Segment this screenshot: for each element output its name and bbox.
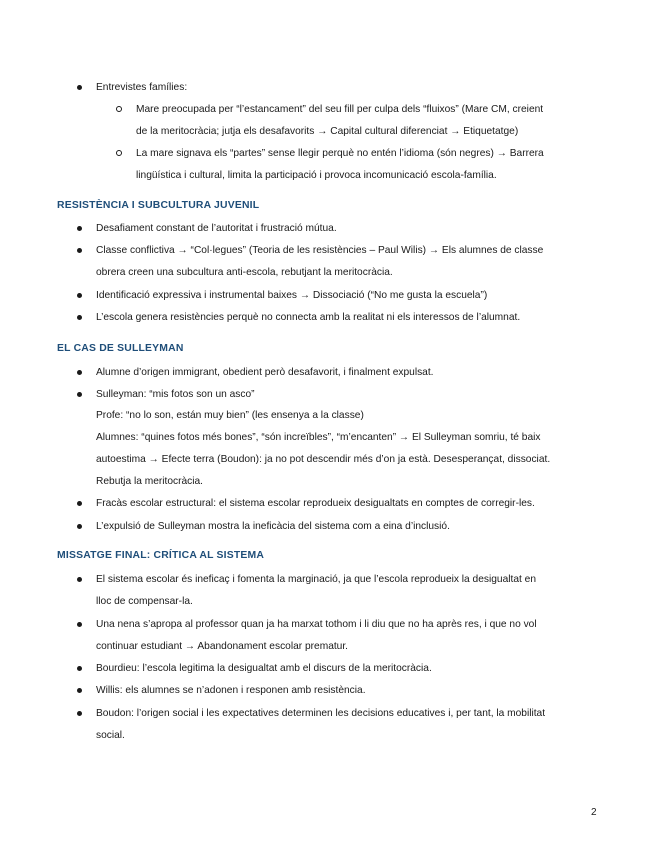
bullet-icon [77,501,82,506]
list-item-continuation: continuar estudiant → Abandonament escolar prematur. [96,641,349,652]
bullet-icon [77,524,82,529]
list-item: Boudon: l’origen social i les expectatives determinen les decisions educatives i, per tant, la mobilitat [96,708,546,719]
bullet-icon [77,226,82,231]
list-item: Fracàs escolar estructural: el sistema escolar reprodueix desigualtats en comptes de corregir-les. [96,498,535,509]
list-item-continuation: obrera creen una subcultura anti-escola, rebutjant la meritocràcia. [96,267,393,278]
bullet-icon [77,666,82,671]
list-item-continuation: lloc de compensar-la. [96,596,193,607]
sub-item-line: lingüística i cultural, limita la participació i provoca incomunicació escola-família. [136,170,497,181]
bullet-icon [77,622,82,627]
sub-item-line: de la meritocràcia; jutja els desafavorits → Capital cultural diferenciat → Etiquetatge) [136,126,519,137]
bullet-icon [77,688,82,693]
list-item-continuation: Profe: “no lo son, están muy bien” (les ensenya a la classe) [96,410,364,421]
list-item-families: Entrevistes famílies: [96,82,188,93]
section-heading-resistencia: RESISTÈNCIA I SUBCULTURA JUVENIL [57,200,260,211]
bullet-icon [77,392,82,397]
bullet-icon [77,85,82,90]
list-item-continuation: Alumnes: “quines fotos més bones”, “són increïbles”, “m’encanten” → El Sulleyman somriu, té baix [96,432,541,443]
list-item: Desafiament constant de l’autoritat i frustració mútua. [96,223,337,234]
list-item-continuation: social. [96,730,125,741]
page-number: 2 [591,807,597,818]
bullet-icon [77,293,82,298]
sub-item-line: Mare preocupada per “l’estancament” del seu fill per culpa dels “fluixos” (Mare CM, creient [136,104,544,115]
list-item: Willis: els alumnes se n’adonen i responen amb resistència. [96,685,366,696]
bullet-icon [77,577,82,582]
bullet-icon [77,315,82,320]
list-item: El sistema escolar és ineficaç i fomenta la marginació, ja que l’escola reprodueix la desigualtat en [96,574,536,585]
list-item: Una nena s’apropa al professor quan ja ha marxat tothom i li diu que no ha après res, i que no vol [96,619,537,630]
section-heading-missatge: MISSATGE FINAL: CRÍTICA AL SISTEMA [57,550,265,561]
bullet-icon [77,370,82,375]
list-item: L’expulsió de Sulleyman mostra la ineficàcia del sistema com a eina d’inclusió. [96,521,450,532]
bullet-icon [77,248,82,253]
list-item: L’escola genera resistències perquè no connecta amb la realitat ni els interessos de l’alumnat. [96,312,521,323]
list-item: Identificació expressiva i instrumental baixes → Dissociació (“No me gusta la escuela”) [96,290,488,301]
list-item: Classe conflictiva → “Col·legues” (Teoria de les resistències – Paul Wilis) → Els alumnes de classe [96,245,544,256]
circle-bullet-icon [116,106,122,112]
list-item: Alumne d’origen immigrant, obedient però desafavorit, i finalment expulsat. [96,367,434,378]
list-item-continuation: autoestima → Efecte terra (Boudon): ja no pot descendir més d’on ja està. Desesperançat, dissociat. [96,454,551,465]
sub-item-line: La mare signava els “partes” sense llegir perquè no entén l’idioma (són negres) → Barrera [136,148,544,159]
bullet-icon [77,711,82,716]
circle-bullet-icon [116,150,122,156]
section-heading-sulleyman: EL CAS DE SULLEYMAN [57,343,184,354]
list-item-continuation: Rebutja la meritocràcia. [96,476,204,487]
list-item: Sulleyman: “mis fotos son un asco” [96,389,255,400]
list-item: Bourdieu: l’escola legitima la desigualtat amb el discurs de la meritocràcia. [96,663,432,674]
